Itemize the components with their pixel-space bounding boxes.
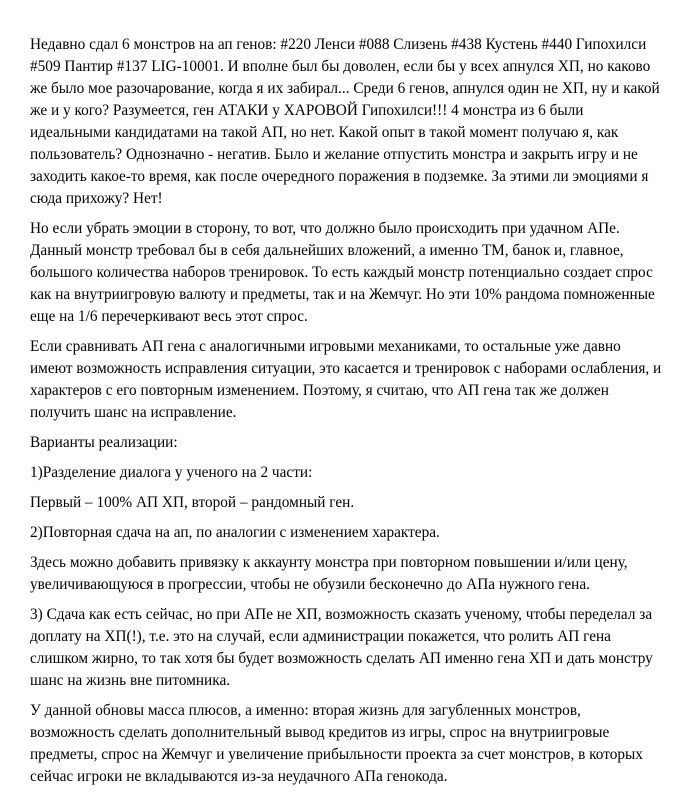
paragraph-mechanics-comparison: Если сравнивать АП гена с аналогичными игровыми механиками, то остальные уже давно имеют возможность исправления ситуации, это касается и тренировок с наборами ослабления, и характеров с его повторным изменением. Поэтому, я считаю, что АП гена так же должен получить шанс на исправление. — [30, 338, 662, 421]
paragraph-option-2: 2)Повторная сдача на ап, по аналогии с изменением характера. — [30, 524, 440, 541]
paragraph-option-3: 3) Сдача как есть сейчас, но при АПе не ХП, возможность сказать ученому, чтобы переделал за доплату на ХП(!), т.е. это на случай, если администрации покажется, что ролить АП гена слишком жирно, то так хотя бы будет возможность сделать АП именно гена ХП и дать монстру шанс на жизнь вне питомника. — [30, 606, 653, 689]
paragraph-option-1: 1)Разделение диалога у ученого на 2 части: — [30, 464, 313, 481]
paragraph-options-heading: Варианты реализации: — [30, 434, 178, 451]
paragraph-option-2-detail: Здесь можно добавить привязку к аккаунту монстра при повторном повышении и/или цену, увеличивающуюся в прогрессии, чтобы не обузили бесконечно до АПа нужного гена. — [30, 554, 628, 593]
paragraph-conclusion: У данной обновы масса плюсов, а именно: вторая жизнь для загубленных монстров, возможность сделать дополнительный вывод кредитов из игры, спрос на внутриигровые предметы, спрос на Жемчуг и увеличение прибыльности проекта за счет монстров, в которых сейчас игроки не вкладываются из-за неудачного АПа генокода. — [30, 702, 643, 785]
paragraph-demand-analysis: Но если убрать эмоции в сторону, то вот, что должно было происходить при удачном АПе. Данный монстр требовал бы в себя дальнейших вложений, а именно ТМ, банок и, главное, большого количества наборов тренировок. То есть каждый монстр потенциально создает спрос как на внутриигровую валюту и предметы, так и на Жемчуг. Но эти 10% рандома помноженные еще на 1/6 перечеркивают весь этот спрос. — [30, 220, 655, 325]
paragraph-option-1-detail: Первый – 100% АП ХП, второй – рандомный ген. — [30, 494, 355, 511]
document-body — [30, 34, 666, 796]
paragraph-intro-complaint: Недавно сдал 6 монстров на ап генов: #220 Ленси #088 Слизень #438 Кустень #440 Гипохилси #509 Пантир #137 LIG-10001. И вполне был бы доволен, если бы у всех апнулся ХП, но каково же было мое разочарование, когда я их забирал... Среди 6 генов, апнулся один не ХП, ну и какой же и у кого? Разумеется, ген АТАКИ у ХАРОВОЙ Гипохилси!!! 4 монстра из 6 были идеальными кандидатами на такой АП, но нет. Какой опыт в такой момент получаю я, как пользователь? Однозначно - негатив. Было и желание отпустить монстра и закрыть игру и не заходить какое-то время, как после очередного поражения в подземке. За этими ли эмоциями я сюда прихожу? Нет! — [30, 36, 660, 207]
